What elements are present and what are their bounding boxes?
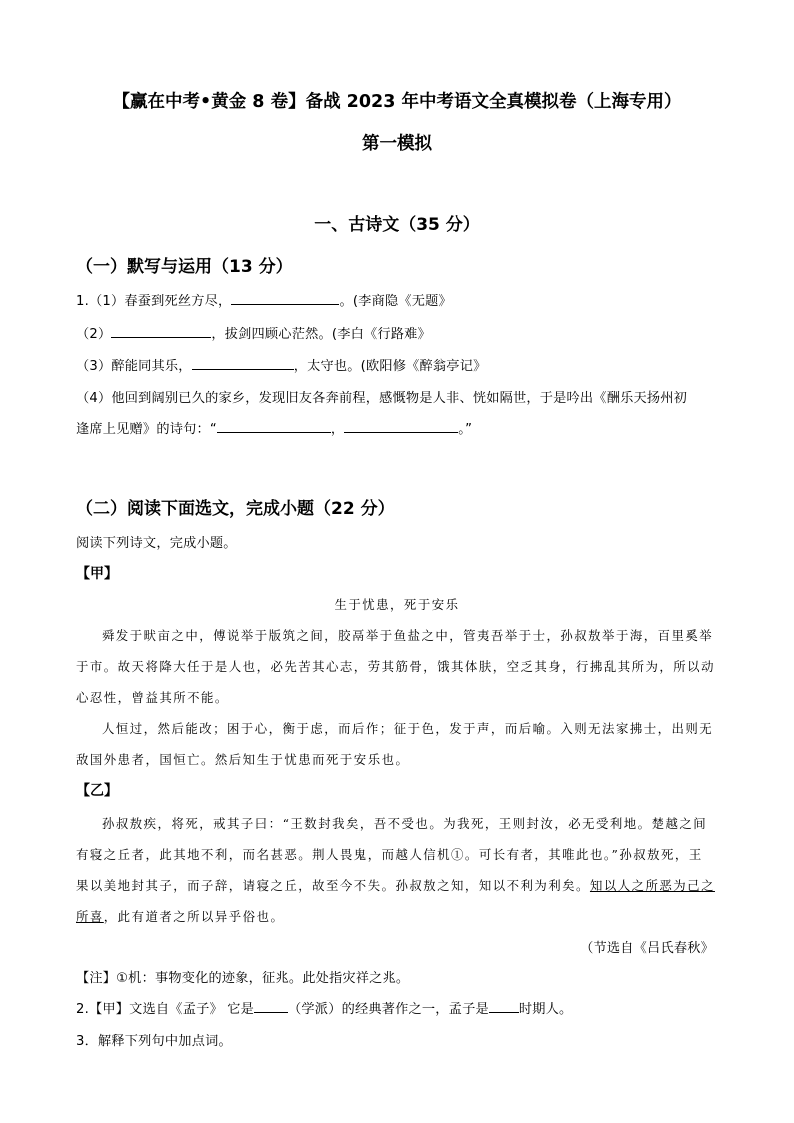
passage-jia-title: 生于忧患，死于安乐 (334, 597, 460, 612)
reading-intro: 阅读下列诗文，完成小题。 (76, 536, 237, 551)
answer-blank (111, 323, 211, 338)
passage-yi-tag: 【乙】 (76, 783, 118, 799)
yi-line-3 (76, 876, 715, 894)
answer-blank (489, 998, 519, 1013)
answer-blank (254, 998, 288, 1013)
part1-heading: （一）默写与运用（13 分） (76, 257, 293, 277)
answer-blank (344, 418, 458, 433)
q2-part-b: （学派）的经典著作之一，孟子是 (288, 1002, 489, 1017)
part2-heading: （二）阅读下面选文，完成小题（22 分） (76, 499, 395, 519)
q2-part-c: 时期人。 (518, 1002, 573, 1017)
answer-blank (231, 290, 339, 305)
document-title: 【赢在中考•黄金 8 卷】备战 2023 年中考语文全真模拟卷（上海专用） (112, 92, 682, 112)
question-1-3 (76, 355, 486, 374)
question-1-4-line-2 (76, 418, 472, 437)
yi-line-1: 孙叔敖疾，将死，戒其子曰：“王数封我矣，吾不受也。为我死，王则封汝，必无受利地。楚越之间 (102, 816, 708, 831)
document-subtitle: 第一模拟 (362, 134, 432, 154)
q1-4-suffix: 。” (458, 422, 473, 437)
yi-line-4 (76, 907, 284, 925)
q1-1-prefix: 1.（1）春蚕到死丝方尽， (76, 294, 232, 309)
q1-2-prefix: （2） (76, 327, 112, 342)
underlined-sentence-part-2: 所喜 (76, 909, 104, 924)
q1-2-suffix: ，拔剑四顾心茫然。(李白《行路难》 (211, 327, 431, 342)
question-3: 3．解释下列句中加点词。 (76, 1034, 232, 1049)
jia-paragraph-1-line-1: 舜发于畎亩之中，傅说举于版筑之间，胶鬲举于鱼盐之中，管夷吾举于士，孙叔敖举于海，百里奚举 (102, 628, 714, 643)
jia-paragraph-2-line-1: 人恒过，然后能改；困于心，衡于虑，而后作；征于色，发于声，而后喻。入则无法家拂士，出则无 (102, 721, 714, 736)
source-citation: （节选自《吕氏春秋》 (580, 941, 714, 956)
jia-paragraph-1-line-2: 于市。故天将降大任于是人也，必先苦其心志，劳其筋骨，饿其体肤，空乏其身，行拂乱其所为，所以动 (76, 659, 715, 674)
jia-paragraph-2-line-2: 敌国外患者，国恒亡。然后知生于忧患而死于安乐也。 (76, 752, 410, 767)
footnote: 【注】①机：事物变化的迹象，征兆。此处指灾祥之兆。 (76, 971, 410, 986)
question-1-2 (76, 323, 431, 342)
q1-4-comma: ， (330, 422, 345, 437)
question-1-4-line-1: （4）他回到阔别已久的家乡，发现旧友各奔前程，感慨物是人非、恍如隔世，于是吟出《酬乐天扬州初 (76, 391, 688, 406)
yi-line-4-text: ，此有道者之所以异乎俗也。 (103, 909, 285, 924)
q1-3-prefix: （3）醉能同其乐， (76, 359, 192, 374)
answer-blank (192, 355, 294, 370)
jia-paragraph-1-line-3: 心忍性，曾益其所不能。 (76, 690, 229, 705)
underlined-sentence-part-1: 知以人之所恶为己之 (589, 878, 715, 893)
q1-3-suffix: ，太守也。(欧阳修《醉翁亭记》 (293, 359, 487, 374)
yi-line-2: 有寝之丘者，此其地不利，而名甚恶。荆人畏鬼，而越人信机①。可长有者，其唯此也。”孙叔敖死，王 (76, 847, 703, 862)
yi-line-3-text: 果以美地封其子，而子辞，请寝之丘，故至今不失。孙叔敖之知，知以不利为利矣。 (76, 878, 590, 893)
q2-part-a: 2.【甲】文选自《孟子》 它是 (76, 1002, 255, 1017)
answer-blank (217, 418, 331, 433)
question-1-1 (76, 290, 452, 309)
passage-jia-tag: 【甲】 (76, 566, 118, 582)
section-heading: 一、古诗文（35 分） (314, 215, 480, 235)
question-2 (76, 998, 572, 1017)
q1-4-prefix: 逢席上见赠》的诗句：“ (76, 422, 217, 437)
q1-1-suffix: 。(李商隐《无题》 (339, 294, 452, 309)
